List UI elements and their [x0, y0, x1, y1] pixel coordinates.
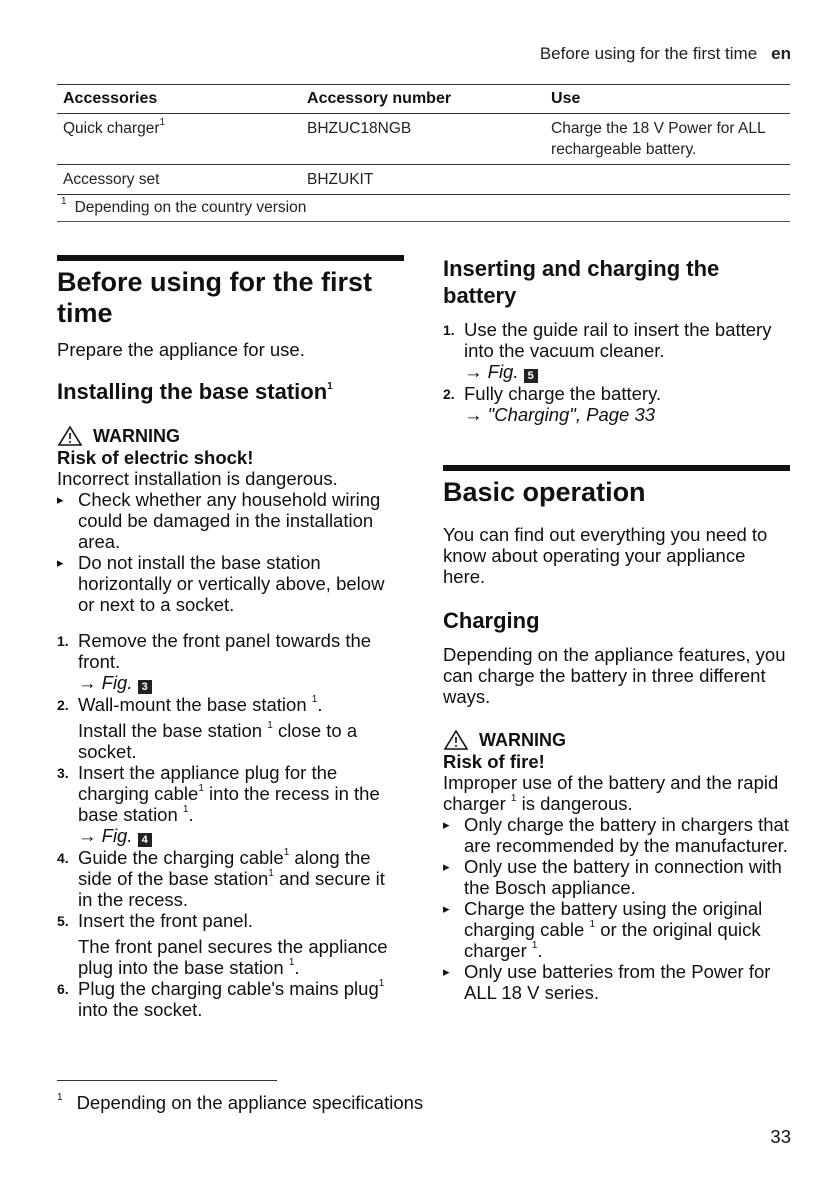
- footnote-mark: 1: [327, 380, 333, 392]
- list-item-text: Charge the battery using the original charging cable: [464, 898, 763, 940]
- step-note: [78, 720, 404, 762]
- intro-text: You can find out everything you need to know about operating your appliance here.: [443, 524, 768, 587]
- table-row: [57, 114, 790, 165]
- figure-reference: → Fig. 5: [464, 361, 538, 382]
- section-rule: [443, 465, 790, 471]
- cell-text: Quick charger: [63, 120, 160, 137]
- table-header: Accessory number: [307, 90, 452, 107]
- figure-reference: → Fig. 3: [78, 672, 152, 693]
- footnote-mark: 1: [510, 792, 517, 804]
- table-cell: BHZUC18NGB: [307, 120, 412, 137]
- step-number: 3.: [57, 765, 69, 781]
- left-column: [57, 255, 404, 1020]
- footnote-mark: 1: [268, 867, 274, 879]
- warning-bullets: [57, 489, 404, 615]
- step: [443, 319, 790, 383]
- footnote-mark: 1: [589, 918, 596, 930]
- footnote-mark: 1: [182, 803, 189, 815]
- running-head: [540, 44, 791, 64]
- warning-text-part: Improper use of the battery and the rapid charger: [443, 772, 779, 814]
- step-text: into the socket.: [78, 999, 203, 1020]
- list-item: ▸ Only charge the battery in chargers that are recommended by the manufacturer.: [443, 814, 790, 856]
- step-number: 4.: [57, 850, 69, 866]
- step-number: 2.: [443, 386, 455, 402]
- intro-text: Prepare the appliance for use.: [57, 339, 305, 360]
- step-text: Fully charge the battery.: [464, 383, 662, 404]
- body-text: Depending on the appliance features, you can charge the battery in three different ways.: [443, 644, 786, 707]
- footnote-mark: 1: [531, 939, 538, 951]
- step-text: into the recess in the base station: [78, 783, 380, 825]
- list-item: ▸ Only use batteries from the Power for ALL 18 V series.: [443, 961, 790, 1003]
- subsection-title: [57, 378, 404, 405]
- step-text: Wall-mount the base station: [78, 694, 307, 715]
- list-item: [443, 898, 790, 961]
- ref-text: Fig.: [101, 672, 133, 693]
- list-item: ▸ Check whether any household wiring could be damaged in the installation area.: [57, 489, 404, 552]
- footnote-mark: 1: [283, 846, 290, 858]
- step-text: Plug the charging cable's mains plug: [78, 978, 379, 999]
- warning-label: WARNING: [93, 426, 180, 446]
- step: [57, 910, 404, 978]
- section-rule: [57, 255, 404, 261]
- step: [57, 978, 404, 1020]
- step-number: 6.: [57, 981, 69, 997]
- language-code: en: [771, 44, 791, 63]
- ref-text[interactable]: "Charging", Page 33: [487, 404, 656, 425]
- table-footnote: [57, 195, 790, 222]
- step: [57, 847, 404, 910]
- step-text: .: [188, 804, 194, 825]
- section-title: Before using for the first time: [57, 267, 373, 328]
- step-note-text: .: [294, 957, 300, 978]
- page-footnote: [57, 1092, 423, 1114]
- warning-text: [443, 772, 790, 814]
- figure-reference: → Fig. 4: [78, 825, 152, 846]
- charging-steps: [443, 319, 790, 425]
- running-head-section: Before using for the first time: [539, 44, 758, 63]
- footnote-mark: 1: [57, 1091, 63, 1103]
- warning-risk: Risk of fire!: [443, 751, 545, 772]
- step-text: Guide the charging cable: [78, 847, 284, 868]
- step: [57, 694, 404, 762]
- footnote-text: Depending on the country version: [74, 199, 307, 216]
- warning-bullets: [443, 814, 790, 1003]
- list-item: ▸ Do not install the base station horizontally or vertically above, below or next to a socket.: [57, 552, 404, 615]
- table-row: [57, 165, 790, 195]
- subsection-title: Inserting and charging the battery: [443, 256, 720, 308]
- table-header-row: [57, 84, 790, 114]
- step-text: Insert the front panel.: [78, 910, 253, 931]
- table-header: Accessories: [63, 90, 158, 107]
- table-header: Use: [551, 90, 581, 107]
- step-note-text: close to a socket.: [78, 720, 358, 762]
- footnote-mark: 1: [159, 116, 166, 128]
- right-column: [443, 255, 790, 1003]
- figure-number: 5: [524, 369, 538, 383]
- ref-text: Fig.: [487, 361, 519, 382]
- step-text: and secure it in the recess.: [78, 868, 385, 910]
- section-title: Basic operation: [443, 477, 646, 507]
- warning-triangle-icon: [57, 425, 83, 447]
- footnote-mark: 1: [61, 195, 67, 207]
- table-cell: Charge the 18 V Power for ALL rechargeable battery.: [551, 120, 766, 158]
- table-cell: [545, 165, 790, 194]
- figure-number: 3: [138, 680, 152, 694]
- step: [57, 762, 404, 847]
- list-item-text: .: [537, 940, 543, 961]
- table-cell: [57, 114, 301, 164]
- warning-risk: Risk of electric shock!: [57, 447, 254, 468]
- step-text: along the side of the base station: [78, 847, 371, 889]
- ref-text: Fig.: [101, 825, 133, 846]
- step-number: 1.: [443, 322, 455, 338]
- page-number: 33: [770, 1126, 791, 1147]
- accessories-table: [57, 84, 790, 222]
- subsection-title-text: Installing the base station: [57, 379, 328, 404]
- step-text: Remove the front panel towards the front.: [78, 630, 372, 672]
- footnote-mark: 1: [311, 693, 318, 705]
- step-note-text: Install the base station: [78, 720, 263, 741]
- step-note: [78, 936, 404, 978]
- warning-header: [443, 729, 790, 751]
- footnote-mark: 1: [378, 977, 385, 989]
- footnote-mark: 1: [198, 782, 204, 794]
- warning-triangle-icon: [443, 729, 469, 751]
- table-cell: Accessory set: [63, 171, 160, 188]
- list-item-text: or the original quick charger: [464, 919, 761, 961]
- warning-text: Incorrect installation is dangerous.: [57, 468, 338, 489]
- step-text: Insert the appliance plug for the charging cable: [78, 762, 338, 804]
- step-note-text: The front panel secures the appliance plug into the base station: [78, 936, 388, 978]
- step-text: Use the guide rail to insert the battery into the vacuum cleaner.: [464, 319, 772, 361]
- step-number: 2.: [57, 697, 69, 713]
- step-number: 5.: [57, 913, 69, 929]
- footnote-rule: [57, 1080, 277, 1081]
- page-reference[interactable]: → "Charging", Page 33: [464, 404, 656, 425]
- step-number: 1.: [57, 633, 69, 649]
- subsection-title: Charging: [443, 608, 540, 633]
- warning-text-part: is dangerous.: [521, 793, 633, 814]
- footnote-text: Depending on the appliance specifications: [76, 1092, 424, 1113]
- warning-label: WARNING: [479, 730, 566, 750]
- step: [57, 630, 404, 694]
- list-item: ▸ Only use the battery in connection with the Bosch appliance.: [443, 856, 790, 898]
- footnote-mark: 1: [267, 719, 273, 731]
- figure-number: 4: [138, 833, 152, 847]
- footnote-mark: 1: [288, 956, 295, 968]
- warning-header: [57, 425, 404, 447]
- table-cell: BHZUKIT: [307, 171, 374, 188]
- step-text: .: [317, 694, 323, 715]
- step: [443, 383, 790, 425]
- installation-steps: [57, 630, 404, 1020]
